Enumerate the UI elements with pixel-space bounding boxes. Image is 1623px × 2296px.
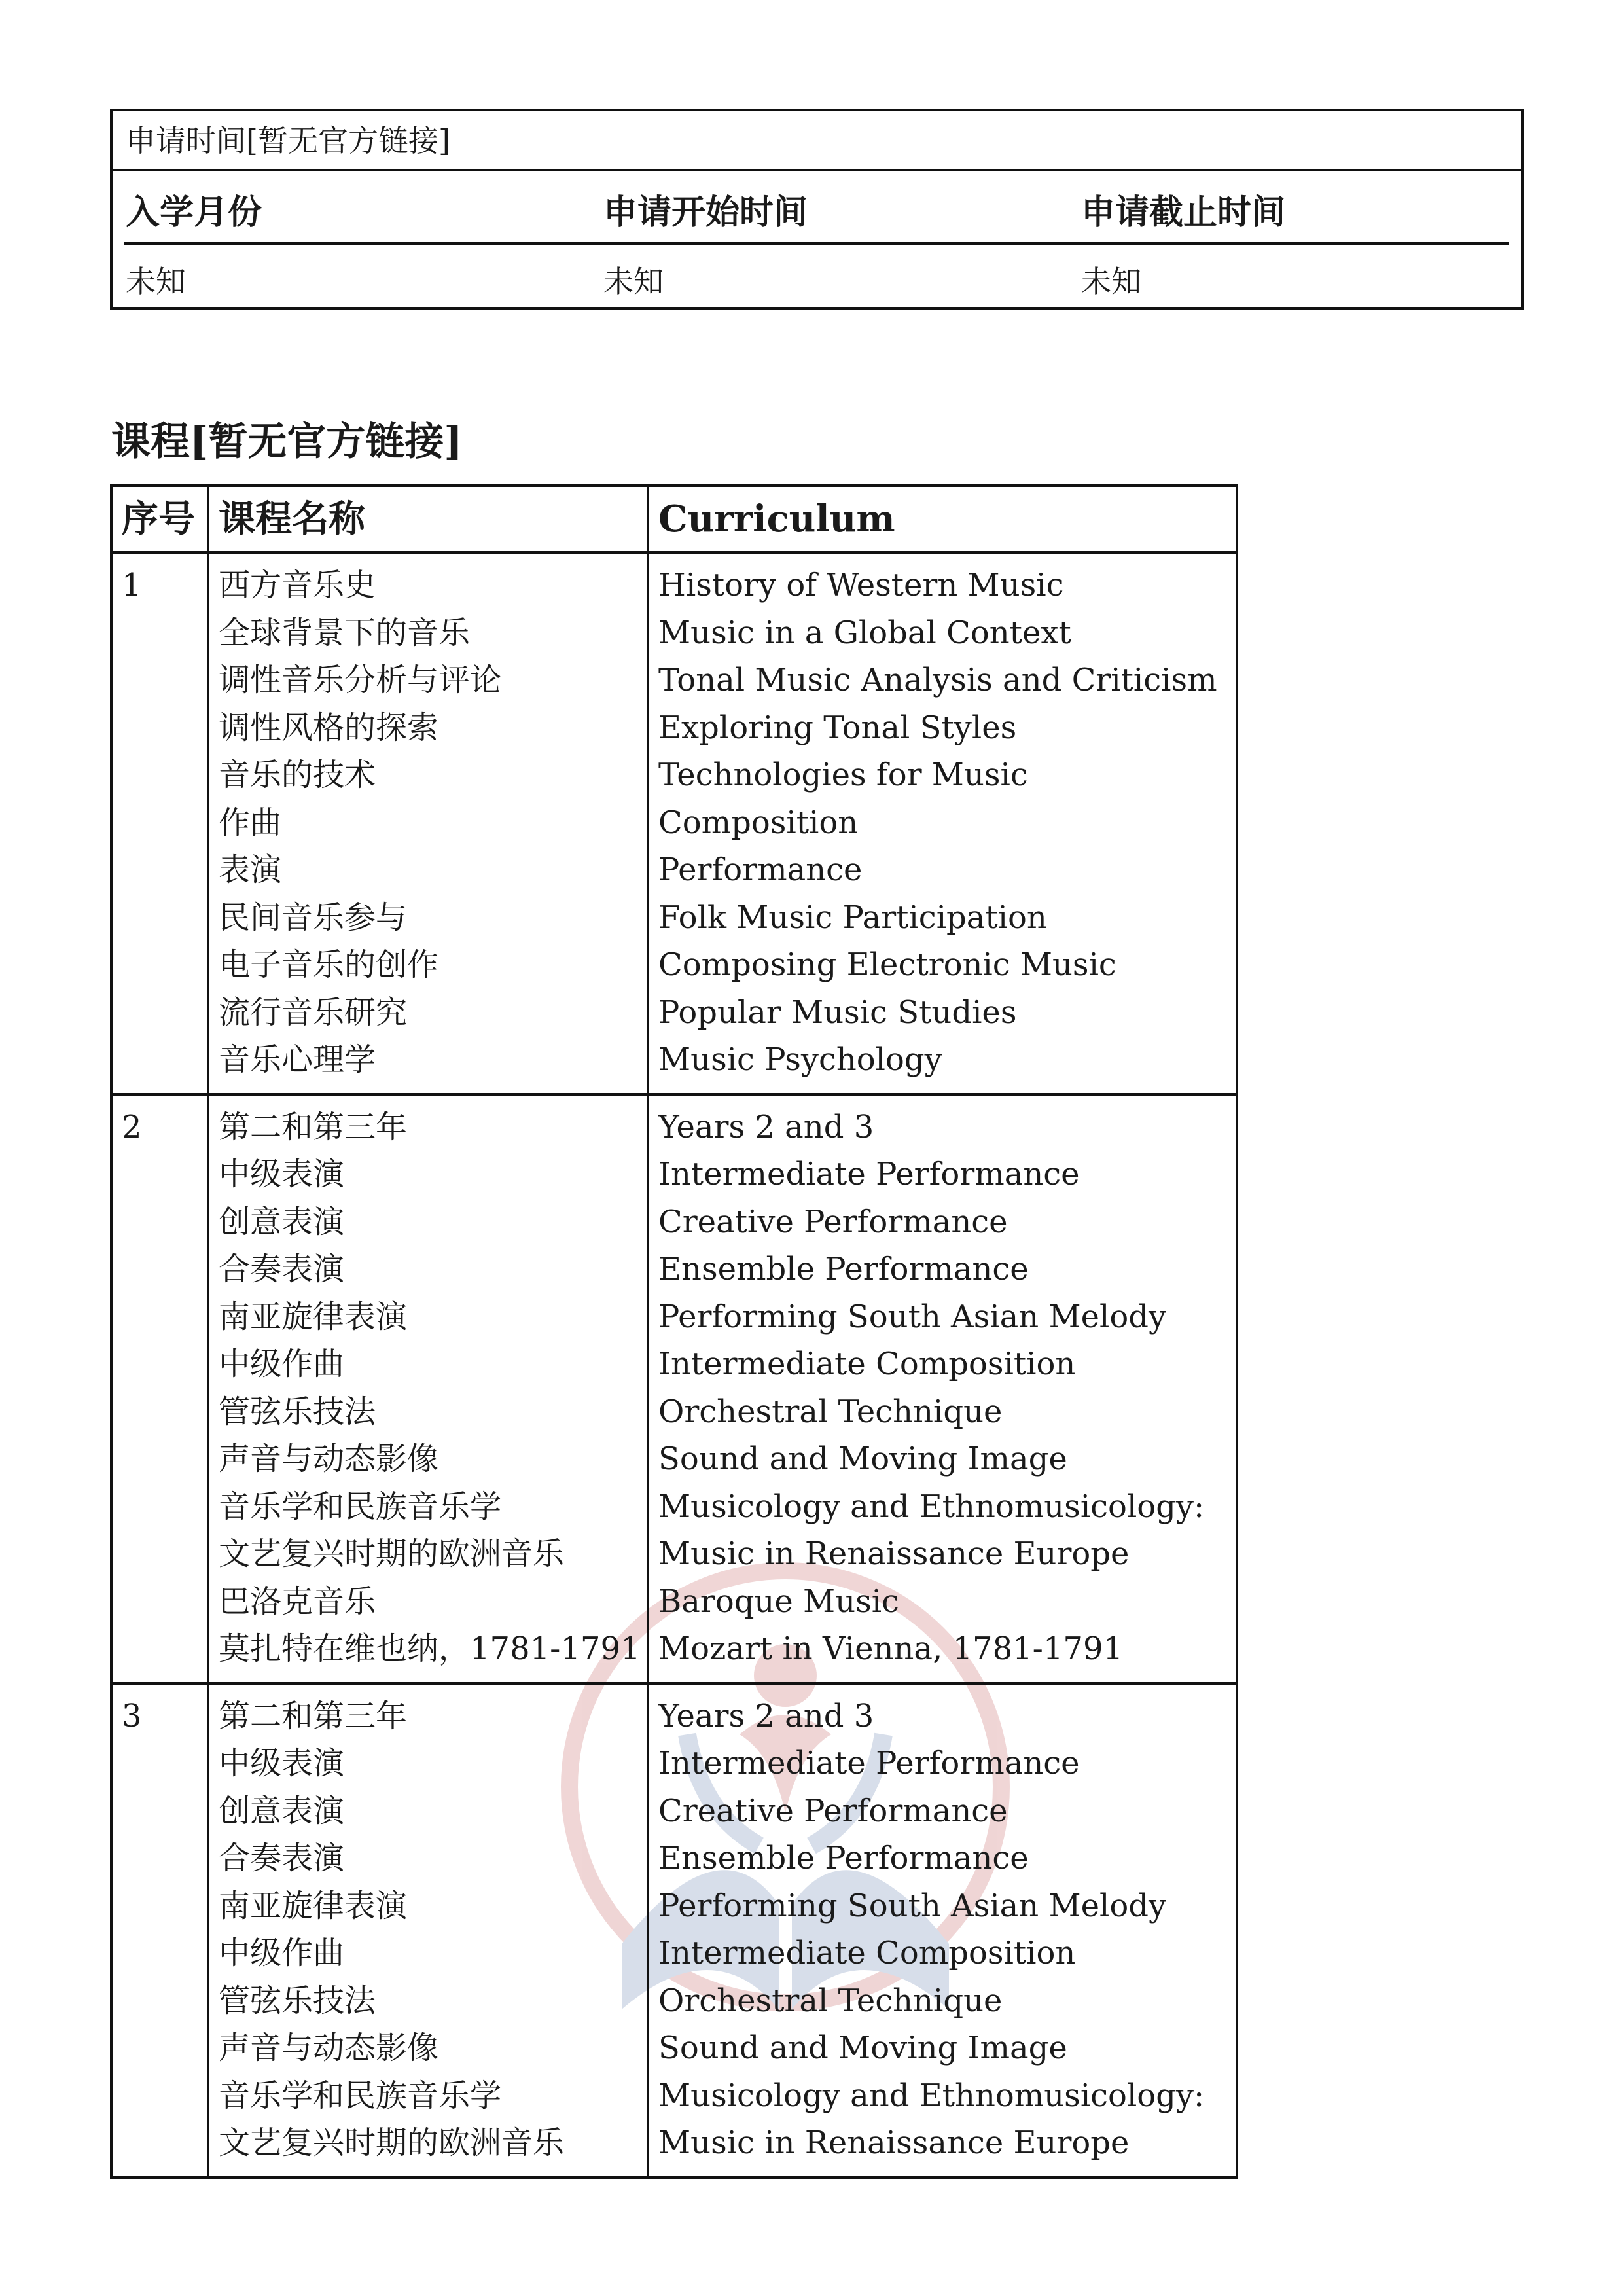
header-course-name: 课程名称	[208, 486, 648, 552]
course-name: 民间音乐参与	[219, 899, 408, 936]
courses-section-title: 课程[暂无官方链接]	[111, 419, 463, 465]
row-index: 2	[111, 1094, 208, 1683]
header-deadline: 申请截止时间	[1081, 192, 1286, 232]
course-name: 西方音乐史	[219, 567, 376, 603]
course-table-header-row	[111, 486, 1237, 552]
header-index: 序号	[111, 486, 208, 552]
application-value-row	[124, 245, 1509, 310]
course-name: 作曲	[219, 804, 282, 841]
application-title: 申请时间[暂无官方链接]	[113, 111, 1521, 171]
curriculum-name: Performing South Asian Melody	[658, 1298, 1167, 1335]
course-name: 调性风格的探索	[219, 709, 439, 746]
curriculum-name: Orchestral Technique	[658, 1982, 1003, 2019]
course-table-body	[111, 552, 1237, 2178]
course-name: 音乐学和民族音乐学	[219, 2077, 502, 2114]
course-name: 文艺复兴时期的欧洲音乐	[219, 1535, 565, 1572]
value-deadline: 未知	[1081, 264, 1141, 299]
header-intake-month: 入学月份	[126, 192, 262, 232]
curriculum-name: Years 2 and 3	[658, 1108, 874, 1145]
curriculum-name: Musicology and Ethnomusicology:	[658, 1488, 1205, 1525]
curriculum-name: Ensemble Performance	[658, 1251, 1029, 1287]
curriculum-name: Technologies for Music	[658, 757, 1028, 793]
course-name: 音乐心理学	[219, 1041, 376, 1078]
curriculum-name: Intermediate Performance	[658, 1156, 1080, 1193]
curriculum-name: Sound and Moving Image	[658, 2030, 1067, 2066]
curriculum-name: Music in Renaissance Europe	[658, 2125, 1130, 2161]
course-name: 南亚旋律表演	[219, 1298, 408, 1335]
table-row	[111, 1683, 1237, 2178]
curriculum-cell	[648, 1683, 1237, 2178]
course-name: 第二和第三年	[219, 1108, 408, 1145]
row-index: 1	[111, 552, 208, 1094]
table-row	[111, 552, 1237, 1094]
curriculum-name: Intermediate Composition	[658, 1935, 1076, 1971]
curriculum-name: Years 2 and 3	[658, 1697, 874, 1734]
course-name: 调性音乐分析与评论	[219, 662, 502, 698]
course-name: 创意表演	[219, 1792, 345, 1829]
course-table	[110, 484, 1238, 2179]
header-curriculum: Curriculum	[648, 486, 1237, 552]
curriculum-name: Mozart in Vienna, 1781-1791	[658, 1630, 1124, 1667]
course-name: 莫扎特在维也纳，1781-1791	[219, 1630, 641, 1667]
curriculum-name: Baroque Music	[658, 1583, 899, 1620]
course-name: 中级作曲	[219, 1935, 345, 1971]
curriculum-name: Musicology and Ethnomusicology:	[658, 2077, 1205, 2114]
course-name: 音乐的技术	[219, 757, 376, 793]
course-names-cell	[208, 1094, 648, 1683]
curriculum-name: Sound and Moving Image	[658, 1441, 1067, 1477]
curriculum-name: Creative Performance	[658, 1792, 1008, 1829]
curriculum-cell	[648, 1094, 1237, 1683]
course-names-cell	[208, 552, 648, 1094]
curriculum-name: Music in Renaissance Europe	[658, 1535, 1130, 1572]
value-intake-month: 未知	[126, 264, 186, 299]
course-name: 合奏表演	[219, 1840, 345, 1876]
curriculum-name: Ensemble Performance	[658, 1840, 1029, 1876]
course-name: 中级作曲	[219, 1346, 345, 1382]
curriculum-name: Orchestral Technique	[658, 1393, 1003, 1430]
course-name: 文艺复兴时期的欧洲音乐	[219, 2125, 565, 2161]
table-row	[111, 1094, 1237, 1683]
course-names-cell	[208, 1683, 648, 2178]
header-start-date: 申请开始时间	[603, 192, 808, 232]
course-name: 表演	[219, 852, 282, 888]
course-name: 管弦乐技法	[219, 1982, 376, 2019]
curriculum-cell	[648, 552, 1237, 1094]
course-name: 声音与动态影像	[219, 2030, 439, 2066]
course-name: 声音与动态影像	[219, 1441, 439, 1477]
course-name: 流行音乐研究	[219, 994, 408, 1031]
course-name: 中级表演	[219, 1156, 345, 1193]
curriculum-name: Intermediate Performance	[658, 1745, 1080, 1782]
course-name: 中级表演	[219, 1745, 345, 1782]
curriculum-name: Tonal Music Analysis and Criticism	[658, 662, 1217, 698]
value-start-date: 未知	[603, 264, 664, 299]
curriculum-name: Music Psychology	[658, 1041, 942, 1078]
curriculum-name: Performing South Asian Melody	[658, 1887, 1167, 1924]
course-name: 合奏表演	[219, 1251, 345, 1287]
curriculum-name: History of Western Music	[658, 567, 1064, 603]
course-name: 管弦乐技法	[219, 1393, 376, 1430]
application-header-row	[124, 171, 1509, 245]
course-name: 第二和第三年	[219, 1697, 408, 1734]
course-name: 全球背景下的音乐	[219, 614, 471, 651]
curriculum-name: Folk Music Participation	[658, 899, 1047, 936]
curriculum-name: Popular Music Studies	[658, 994, 1017, 1031]
course-name: 创意表演	[219, 1203, 345, 1240]
course-name: 电子音乐的创作	[219, 946, 439, 983]
curriculum-name: Intermediate Composition	[658, 1346, 1076, 1382]
course-name: 巴洛克音乐	[219, 1583, 376, 1620]
course-name: 南亚旋律表演	[219, 1887, 408, 1924]
curriculum-name: Creative Performance	[658, 1203, 1008, 1240]
row-index: 3	[111, 1683, 208, 2178]
application-table	[110, 109, 1524, 310]
curriculum-name: Exploring Tonal Styles	[658, 709, 1017, 746]
curriculum-name: Performance	[658, 852, 863, 888]
curriculum-name: Music in a Global Context	[658, 614, 1071, 651]
course-name: 音乐学和民族音乐学	[219, 1488, 502, 1525]
curriculum-name: Composing Electronic Music	[658, 946, 1116, 983]
curriculum-name: Composition	[658, 804, 859, 841]
